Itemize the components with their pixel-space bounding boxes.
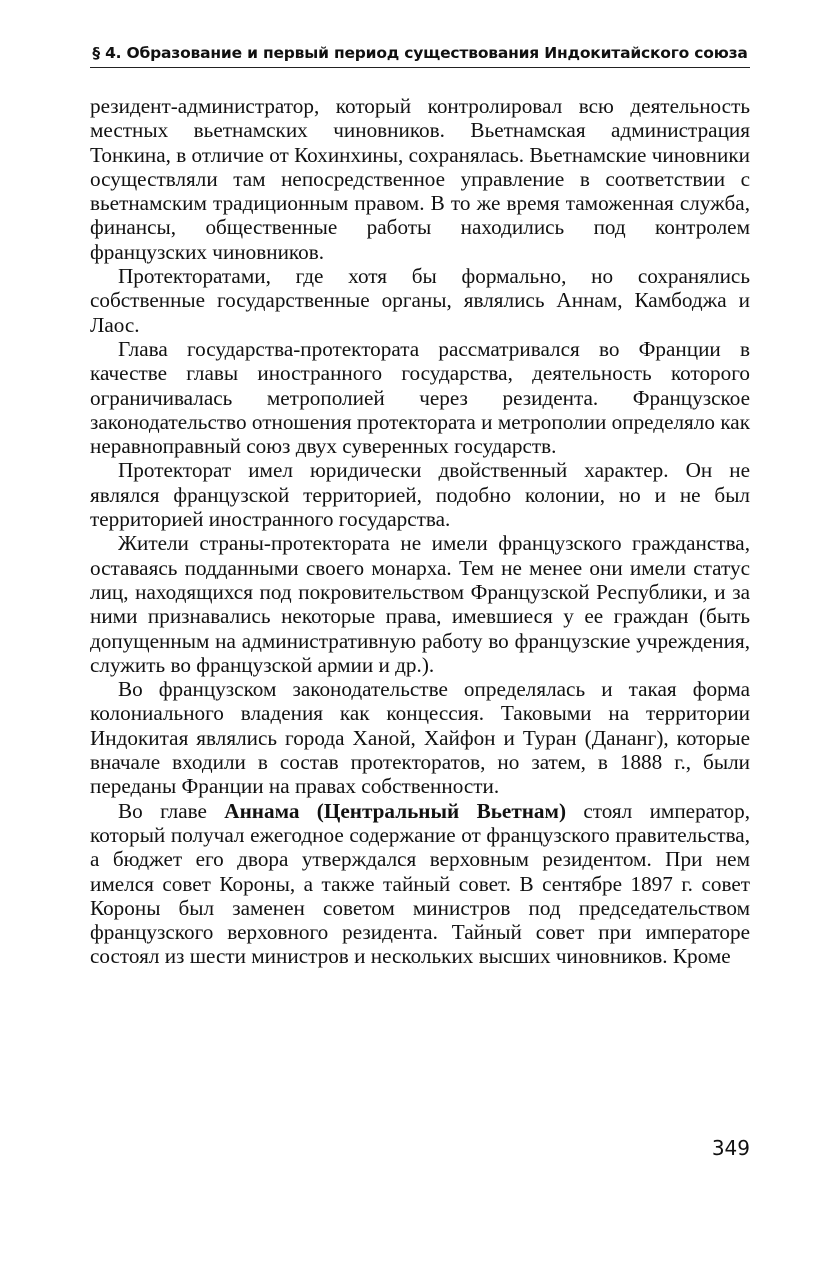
- paragraph-6: Во французском законодательстве определялась и такая форма колониального владения как концессия. Таковыми на территории Индокитая являлись города Ханой, Хайфон и Туран (Дананг), которые вначале входили в состав протекторатов, но затем, в 1888 г., были переданы Франции на правах собственности.: [90, 677, 750, 799]
- paragraph-7-rest: стоял император, который получал ежегодное содержание от французского правительства, а бюджет его двора утверждался верховным резидентом. При нем имелся совет Короны, а также тайный совет. В сентябре 1897 г. совет Короны был заменен советом министров под председательством французского верховного резидента. Тайный совет при императоре состоял из шести министров и нескольких высших чиновников. Кроме: [90, 798, 750, 969]
- annam-heading-term: Аннама (Центральный Вьетнам): [224, 798, 567, 823]
- paragraph-3: Глава государства-протектората рассматривался во Франции в качестве главы иностранного государства, деятельность которого ограничивалась метрополией через резидента. Французское законодательство отношения протектората и метрополии определяло как неравноправный союз двух суверенных государств.: [90, 336, 750, 459]
- paragraph-7: [90, 799, 750, 969]
- paragraph-2: Протекторатами, где хотя бы формально, но сохранялись собственные государственные органы, являлись Аннам, Камбоджа и Лаос.: [90, 264, 750, 337]
- paragraph-5: Жители страны-протектората не имели французского гражданства, оставаясь подданными своего монарха. Тем не менее они имели статус лиц, находящихся под покровительством Французской Республики, и за ними признавались некоторые права, имевшиеся у ее граждан (быть допущенным на административную работу во французские учреждения, служить во французской армии и др.).: [90, 531, 750, 677]
- paragraph-7-lead: Во главе: [118, 798, 225, 823]
- body-text: [90, 94, 750, 969]
- paragraph-1: резидент-администратор, который контролировал всю деятельность местных вьетнамских чиновников. Вьетнамская администрация Тонкина, в отличие от Кохинхины, сохранялась. Вьетнамские чиновники осуществляли там непосредственное управление в соответствии с вьетнамским традиционным правом. В то же время таможенная служба, финансы, общественные работы находились под контролем французских чиновников.: [90, 94, 750, 264]
- paragraph-4: Протекторат имел юридически двойственный характер. Он не являлся французской территорией, подобно колонии, но и не был территорией иностранного государства.: [90, 458, 750, 532]
- running-header: § 4. Образование и первый период существования Индокитайского союза: [90, 44, 750, 68]
- page-number: 349: [711, 1136, 750, 1160]
